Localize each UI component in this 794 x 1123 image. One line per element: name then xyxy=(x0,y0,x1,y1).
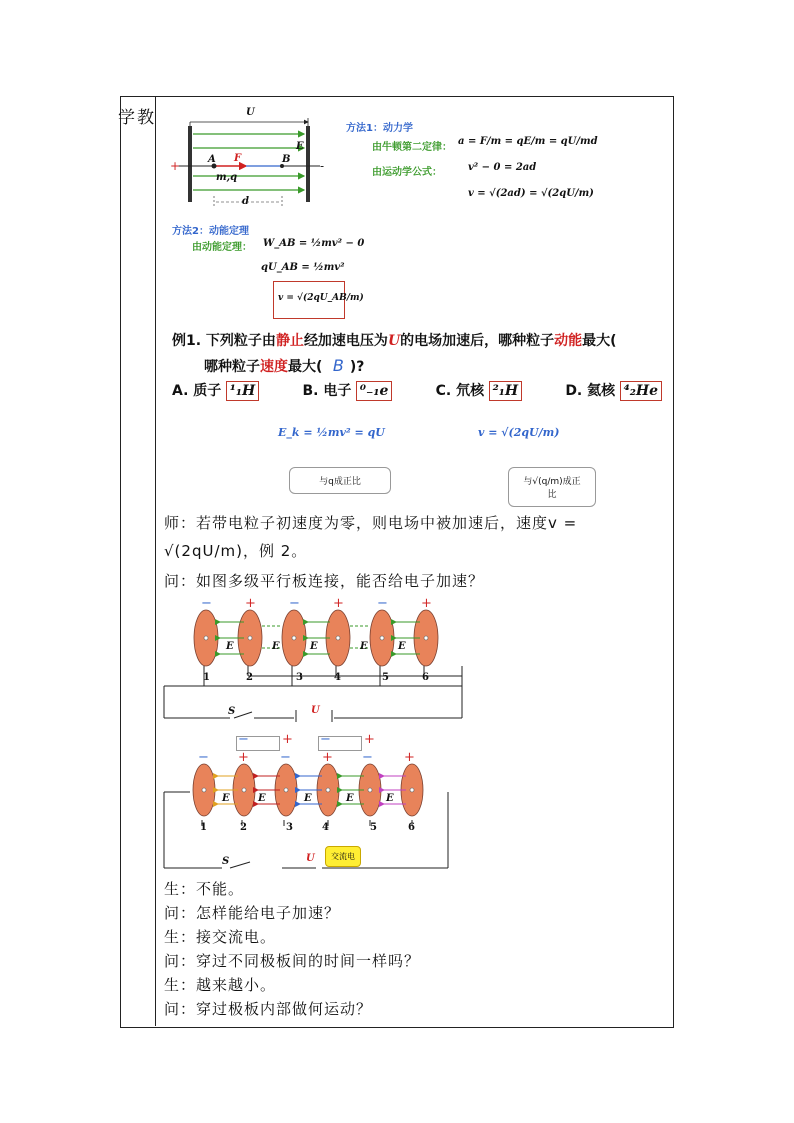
label-U: U xyxy=(246,107,255,118)
c2-E3: E xyxy=(304,793,312,804)
side-label: 学教 xyxy=(118,108,156,128)
c2-top-sign-3: − xyxy=(320,732,331,747)
dialogue-line-5: 生：越来越小。 xyxy=(164,976,277,994)
energy-bubble: 与q成正比 xyxy=(289,467,391,494)
example-w2: U xyxy=(387,333,401,349)
options-row xyxy=(172,380,662,401)
c1-label-5: 5 xyxy=(382,672,389,683)
c2-top-sign-4: + xyxy=(364,732,375,747)
velocity-formula: v = √(2qU/m) xyxy=(478,426,560,439)
c2-label-1: 1 xyxy=(200,822,207,833)
c2-source-U: U xyxy=(306,853,315,864)
example-w4: 速度 xyxy=(260,359,288,375)
method1-line2-formula: v² − 0 = 2ad xyxy=(468,162,537,173)
method1-line1-formula: a = F/m = qE/m = qU/md xyxy=(458,136,598,147)
example-mid1: 经加速电压为 xyxy=(303,333,388,349)
circuit1-signs xyxy=(162,596,472,616)
c2-E4: E xyxy=(346,793,354,804)
example-line2-end: )? xyxy=(349,359,365,375)
option-b-symbol: ⁰₋₁e xyxy=(356,381,393,401)
c2-sign-3: − xyxy=(280,750,291,765)
ac-power-label: 交流电 xyxy=(325,846,361,867)
c2-sign-6: + xyxy=(404,750,415,765)
label-E: E xyxy=(296,141,304,152)
c2-sign-5: − xyxy=(362,750,373,765)
label-B: B xyxy=(282,154,291,165)
c2-top-sign-2: + xyxy=(282,732,293,747)
energy-formula: E_k = ½mv² = qU xyxy=(278,426,385,439)
example-mid3: 最大( xyxy=(582,333,617,349)
c2-E5: E xyxy=(386,793,394,804)
label-d: d xyxy=(242,196,249,207)
example-line2 xyxy=(204,356,364,376)
c1-sign-5: − xyxy=(377,596,388,611)
teacher-line1: 师：若带电粒子初速度为零，则电场中被加速后，速度v = xyxy=(164,514,578,532)
c2-switch-S: S xyxy=(222,856,230,867)
method2-boxed-formula: v = √(2qU_AB/m) xyxy=(278,293,364,303)
option-c: C. 氘核 ²₁H xyxy=(436,380,522,401)
c1-E2: E xyxy=(272,641,280,652)
method2-line1-formula: W_AB = ½mv² − 0 xyxy=(263,238,365,249)
method1-title: 方法1：动力学 xyxy=(346,123,413,134)
option-a-symbol: ¹₁H xyxy=(226,381,260,401)
c1-label-1: 1 xyxy=(203,672,210,683)
option-a: A. 质子 ¹₁H xyxy=(172,380,259,401)
example-w3: 动能 xyxy=(554,333,583,349)
method1-line1-label: 由牛顿第二定律： xyxy=(372,142,452,153)
dialogue-line-6: 问：穿过极板内部做何运动？ xyxy=(164,1000,373,1018)
question1: 问：如图多级平行板连接，能否给电子加速？ xyxy=(164,572,485,590)
c1-source-U: U xyxy=(311,705,320,716)
option-c-symbol: ²₁H xyxy=(489,381,523,401)
c2-label-4: 4 xyxy=(322,822,329,833)
dialogue-line-1: 生：不能。 xyxy=(164,880,245,898)
c1-sign-2: + xyxy=(245,596,256,611)
example-line2-mid: 最大( xyxy=(288,359,323,375)
method2-title: 方法2：动能定理 xyxy=(172,226,249,237)
c2-label-5: 5 xyxy=(370,822,377,833)
c1-sign-6: + xyxy=(421,596,432,611)
method1-line2-label: 由运动学公式： xyxy=(372,167,442,178)
c1-label-6: 6 xyxy=(422,672,429,683)
c2-E1: E xyxy=(222,793,230,804)
example-answer: B xyxy=(332,356,344,375)
method2-line1-label: 由动能定理： xyxy=(192,242,252,253)
c1-label-4: 4 xyxy=(334,672,341,683)
method2-line2-formula: qU_AB = ½mv² xyxy=(261,262,345,273)
option-d: D. 氦核 ⁴₂He xyxy=(565,380,662,401)
c2-sign-1: − xyxy=(198,750,209,765)
example-w1: 静止 xyxy=(275,333,304,349)
c2-sign-4: + xyxy=(322,750,333,765)
dialogue-line-4: 问：穿过不同极板间的时间一样吗？ xyxy=(164,952,421,970)
c1-switch-S: S xyxy=(228,706,236,717)
c2-sign-2: + xyxy=(238,750,249,765)
c1-E4: E xyxy=(360,641,368,652)
c2-label-3: 3 xyxy=(286,822,293,833)
label-mq: m,q xyxy=(216,172,238,183)
option-d-symbol: ⁴₂He xyxy=(620,381,662,401)
example-prefix: 例1. 下列粒子由 xyxy=(172,333,276,349)
column-divider xyxy=(155,96,156,1026)
teacher-line2: √(2qU/m)，例 2。 xyxy=(164,542,308,560)
label-F: F xyxy=(234,153,242,164)
c2-top-sign-1: − xyxy=(238,732,249,747)
plus-sign: + xyxy=(170,159,181,173)
velocity-bubble: 与√(q/m)成正比 xyxy=(508,467,596,507)
c2-E2: E xyxy=(258,793,266,804)
c1-label-3: 3 xyxy=(296,672,303,683)
c2-label-2: 2 xyxy=(240,822,247,833)
c1-E5: E xyxy=(398,641,406,652)
c1-label-2: 2 xyxy=(246,672,253,683)
label-A: A xyxy=(208,154,216,165)
c2-label-6: 6 xyxy=(408,822,415,833)
method1-line3-formula: v = √(2ad) = √(2qU/m) xyxy=(468,188,594,199)
c1-sign-1: − xyxy=(201,596,212,611)
example-line2-prefix: 哪种粒子 xyxy=(204,359,260,375)
c1-sign-4: + xyxy=(333,596,344,611)
c1-E3: E xyxy=(310,641,318,652)
dialogue-line-2: 问：怎样能给电子加速？ xyxy=(164,904,341,922)
example-mid2: 的电场加速后，哪种粒子 xyxy=(400,333,555,349)
minus-sign: - xyxy=(320,159,325,173)
example-line1 xyxy=(172,330,672,350)
dialogue-line-3: 生：接交流电。 xyxy=(164,928,277,946)
c1-E1: E xyxy=(226,641,234,652)
c1-sign-3: − xyxy=(289,596,300,611)
option-b: B. 电子 ⁰₋₁e xyxy=(303,380,393,401)
